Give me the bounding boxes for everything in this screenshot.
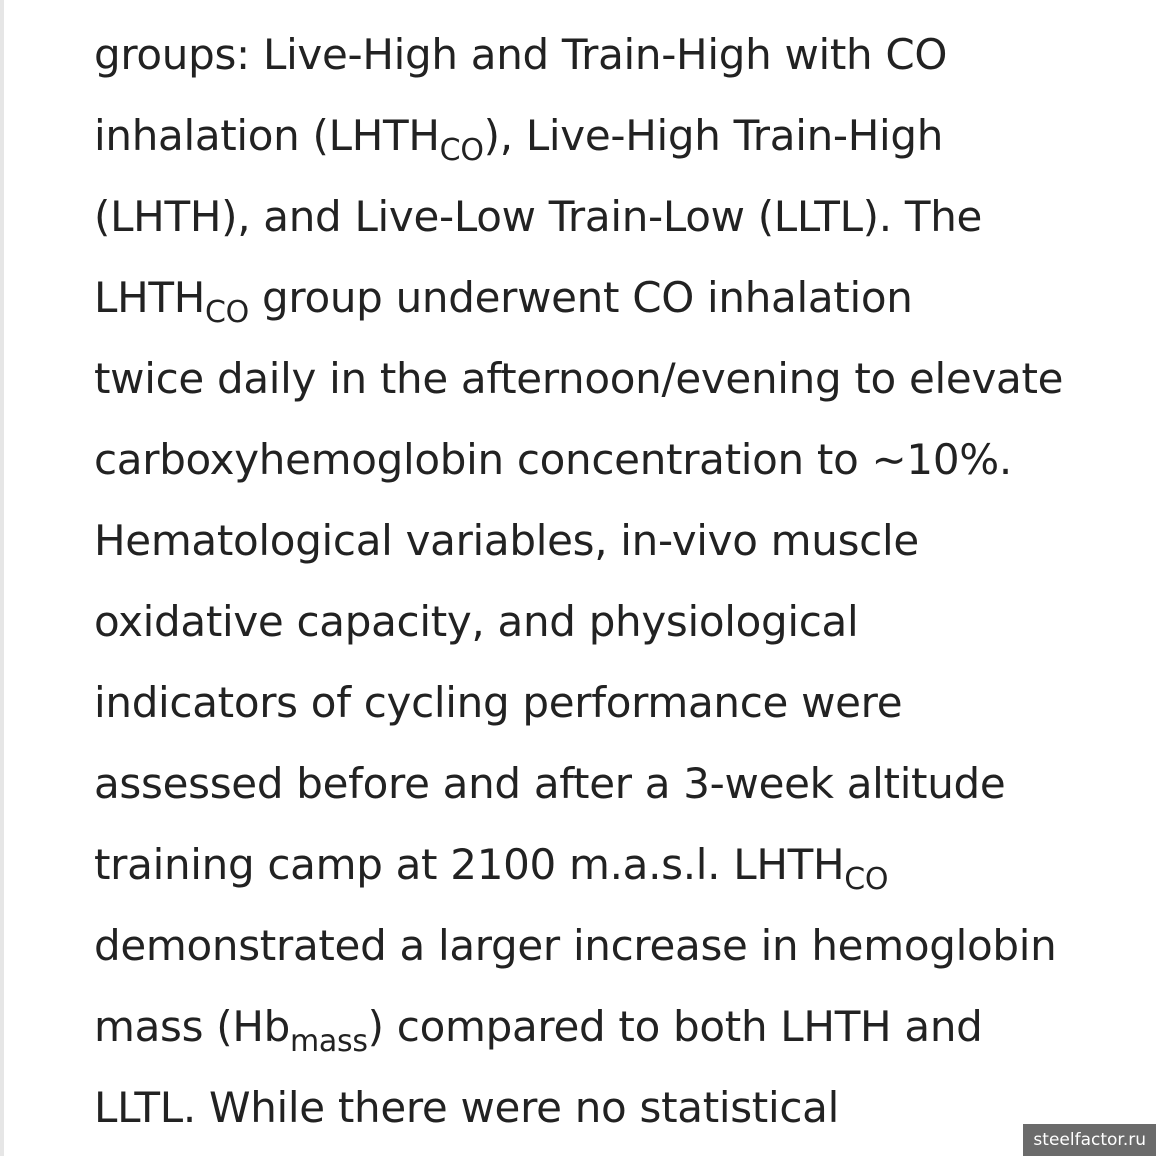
text-run: demonstrated a larger increase in hemoglobin xyxy=(94,921,1057,970)
text-run: groups: Live-High and Train-High with CO xyxy=(94,30,948,79)
text-run: Hematological variables, in-vivo muscle xyxy=(94,516,919,565)
subscript-text: CO xyxy=(439,133,484,168)
text-run: ), Live-High Train-High xyxy=(483,111,944,160)
subscript-text: CO xyxy=(844,862,889,897)
text-run: carboxyhemoglobin concentration to ∼10%. xyxy=(94,435,1012,484)
text-run: mass (Hb xyxy=(94,1002,290,1051)
watermark-label: steelfactor.ru xyxy=(1023,1124,1156,1156)
text-line xyxy=(94,581,1124,662)
text-run: assessed before and after a 3-week altitude xyxy=(94,759,1006,808)
text-line xyxy=(94,824,1124,905)
text-line xyxy=(94,176,1124,257)
text-run: inhalation (LHTH xyxy=(94,111,440,160)
article-text xyxy=(94,14,1124,1148)
text-line xyxy=(94,1067,1124,1148)
text-run: twice daily in the afternoon/evening to elevate xyxy=(94,354,1064,403)
text-run: training camp at 2100 m.a.s.l. LHTH xyxy=(94,840,845,889)
text-run: LLTL. While there were no statistical xyxy=(94,1083,839,1132)
text-line xyxy=(94,419,1124,500)
text-run: LHTH xyxy=(94,273,206,322)
text-line xyxy=(94,743,1124,824)
text-line xyxy=(94,986,1124,1067)
subscript-text: CO xyxy=(205,295,249,330)
text-line xyxy=(94,257,1124,338)
text-line xyxy=(94,95,1124,176)
subscript-text: mass xyxy=(290,1024,368,1059)
text-run: oxidative capacity, and physiological xyxy=(94,597,859,646)
text-run: group underwent CO inhalation xyxy=(249,273,913,322)
text-line xyxy=(94,500,1124,581)
text-run: indicators of cycling performance were xyxy=(94,678,903,727)
text-line xyxy=(94,905,1124,986)
text-line xyxy=(94,14,1124,95)
text-run: (LHTH), and Live-Low Train-Low (LLTL). The xyxy=(94,192,983,241)
text-run: ) compared to both LHTH and xyxy=(367,1002,983,1051)
text-line xyxy=(94,662,1124,743)
left-border xyxy=(0,0,4,1156)
text-line xyxy=(94,338,1124,419)
